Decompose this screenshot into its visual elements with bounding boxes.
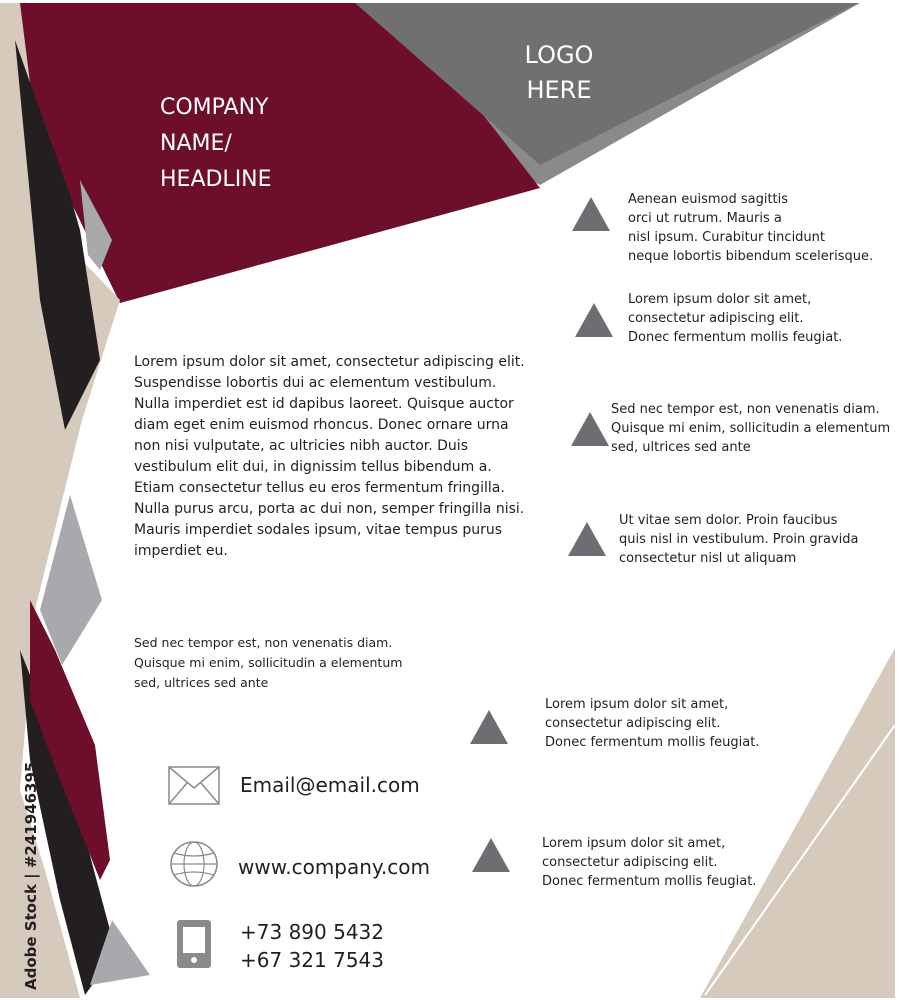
- logo-placeholder: [500, 38, 618, 108]
- phone-icon: [176, 919, 212, 969]
- main-paragraph: Lorem ipsum dolor sit amet, consectetur adipiscing elit. Suspendisse lobortis dui ac elementum vestibulum. Nulla imperdiet est id dapibus laoreet. Quisque auctor diam eget enim euismod rhoncus. Donec ornare urna non nisi vulputate, ac ultricies nibh auctor. Duis vestibulum elit dui, in dignissim tellus bibendum a. Etiam consectetur tellus eu eros fermentum fringilla. Nulla purus arcu, porta ac dui non, semper fringilla nisi. Mauris imperdiet sodales ipsum, vitae tempus purus imperdiet eu.: [134, 354, 525, 559]
- bullet-text-5: Lorem ipsum dolor sit amet, consectetur adipiscing elit. Donec fermentum mollis feugiat.: [545, 697, 760, 750]
- envelope-icon: [168, 766, 220, 806]
- bullet-text-3: Sed nec tempor est, non venenatis diam. Quisque mi enim, sollicitudin a elementum sed, ultrices sed ante: [611, 402, 891, 455]
- triangle-bullet-icon: [572, 197, 610, 231]
- email-text: Email@email.com: [240, 773, 420, 797]
- phone-2-text: +67 321 7543: [240, 948, 384, 972]
- triangle-bullet-icon: [575, 303, 613, 337]
- triangle-bullet-icon: [568, 522, 606, 556]
- globe-icon: [169, 840, 219, 888]
- bullet-text-1: Aenean euismod sagittis orci ut rutrum. Mauris a nisl ipsum. Curabitur tincidunt neque lobortis bibendum scelerisque.: [628, 192, 874, 264]
- company-line-3: HEADLINE: [160, 167, 272, 192]
- secondary-paragraph: Sed nec tempor est, non venenatis diam. Quisque mi enim, sollicitudin a elementum sed, ultrices sed ante: [134, 635, 403, 690]
- bullet-text-6: Lorem ipsum dolor sit amet, consectetur adipiscing elit. Donec fermentum mollis feugiat.: [542, 836, 757, 889]
- logo-line-2: HERE: [526, 76, 592, 104]
- company-line-1: COMPANY: [160, 95, 269, 120]
- phone-1-text: +73 890 5432: [240, 920, 384, 944]
- stock-id-label: Adobe Stock | #241946395: [22, 761, 40, 990]
- bullet-text-2: Lorem ipsum dolor sit amet, consectetur adipiscing elit. Donec fermentum mollis feugiat.: [628, 292, 843, 345]
- logo-line-1: LOGO: [524, 41, 594, 69]
- bullet-text-4: Ut vitae sem dolor. Proin faucibus quis nisl in vestibulum. Proin gravida consectetur nisl ut aliquam: [619, 513, 859, 566]
- triangle-bullet-icon: [470, 710, 508, 744]
- triangle-bullet-icon: [472, 838, 510, 872]
- website-text: www.company.com: [238, 855, 430, 879]
- company-line-2: NAME/: [160, 131, 232, 156]
- company-headline: [160, 90, 380, 198]
- triangle-bullet-icon: [571, 412, 609, 446]
